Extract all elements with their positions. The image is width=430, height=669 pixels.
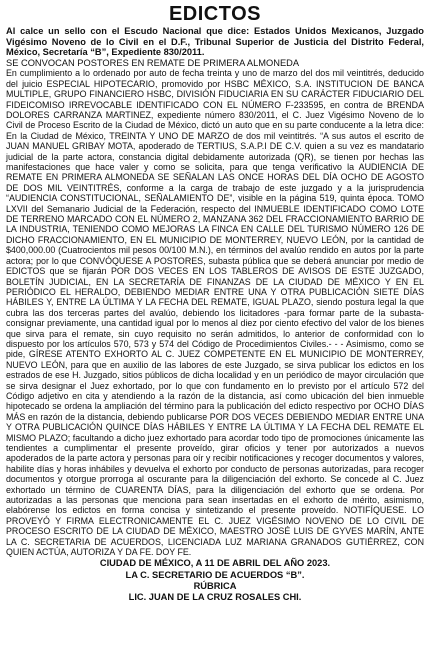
secretary-line: LA C. SECRETARIO DE ACUERDOS “B”.: [125, 569, 305, 580]
convocation-subheading: SE CONVOCAN POSTORES EN REMATE DE PRIMERA ALMONEDA: [6, 57, 300, 68]
date-line: CIUDAD DE MÉXICO, A 11 DE ABRIL DEL AÑO 2023.: [99, 558, 331, 569]
signature-line: RÚBRICA: [193, 580, 237, 591]
signer-name: LIC. JUAN DE LA CRUZ ROSALES CHI.: [128, 592, 302, 603]
closing-block: [6, 558, 424, 603]
edict-body: En cumplimiento a lo ordenado por auto de fecha treinta y uno de marzo del dos mil veintitrés, deducido del juicio ESPECIAL HIPOTECARIO, promovido por HSBC MÉXICO, S.A. INSTITUCION DE BANCA MULTIPLE, GRUPO FINANCIERO HSBC, DIVISIÓN FIDUCIARIA EN SU CARÁCTER FIDUCIARIO DEL FIDEICOMISO IRREVOCABLE IDENTIFICADO CON EL NÚMERO F-233595, en contra de BRENDA DOLORES CARRANZA MARTINEZ, expediente número 830/2011, el C. Juez Vigésimo Noveno de lo Civil de Proceso Escrito de la Ciudad de México, dictó un auto que en su parte conducente a la letra dice: En la Ciudad de México, TREINTA Y UNO DE MARZO de dos mil veintitrés. “A sus autos el escrito de JUAN MANUEL GRIBAY MOTA, apoderado de TERTIUS, S.A.P.I DE C.V. quien a su vez es mandatario judicial de la parte actora, constancia digital debidamente autorizada (QR), se tienen por hechas las manifestaciones que hace valer y como se solicita, para que tenga verificativo la AUDIENCIA DE REMATE EN PRIMERA ALMONEDA SE SEÑALAN LAS ONCE HORAS DEL DÍA OCHO DE AGOSTO DE DOS MIL VEINTITRÉS, conforme a la carga de trabajo de este juzgado y a la jurisprudencia “AUDIENCIA CONSTITUCIONAL, SEÑALAMIENTO DE”, visible en la página 519, quinta época. TOMO LXVII del Semanario Judicial de la Federación, respecto del INMUEBLE IDENTIFICADO COMO LOTE DE TERRENO MARCADO CON EL NÚMERO 2, MANZANA 362 DEL FRACCIONAMIENTO BARRIO DE LA INDUSTRIA, TENIENDO COMO MEJORAS LA FINCA EN CALLE DEL TURISMO NÚMERO 126 DE DICHO FRACCIONAMIENTO, EN EL MUNICIPIO DE MONTERREY, NUEVO LEÓN, por la cantidad de $400,000.00 (Cuatrocientos mil pesos 00/100 M.N.), en términos del avalúo rendido en autos por la parte actora; por lo que CONVÓQUESE A POSTORES, subasta pública que se deberá anunciar por medio de EDICTOS que se fijarán POR DOS VECES EN LOS TABLEROS DE AVISOS DE ESTE JUZGADO, BOLETÍN JUDICIAL, EN LA SECRETARÍA DE FINANZAS DE LA CIUDAD DE MÉXICO Y EN EL PERIÓDICO EL HERALDO, DEBIENDO MEDIAR ENTRE UNA Y OTRA PUBLICACIÓN SIETE DÍAS HÁBILES Y, ENTRE LA ÚLTIMA Y LA FECHA DEL REMATE, IGUAL PLAZO, siendo postura legal la que cubra las dos terceras partes del avalúo, debiendo los licitadores -para formar parte de la subasta- consignar previamente, una cantidad igual por lo menos al diez por ciento efectivo del valor de los bienes que sirva para el remate, sin cuyo requisito no serán admitidos, lo anterior de conformidad con lo dispuesto por los artículos 570, 573 y 574 del Código de Procedimientos Civiles.- - - Asimismo, como se pide, GÍRESE ATENTO EXHORTO AL C. JUEZ COMPETENTE EN EL MUNICIPIO DE MONTERREY, NUEVO LEÓN, para que en auxilio de las labores de este Juzgado, se sirva publicar los edictos en los estrados de ese H. Juzgado, sitios públicos de dicha localidad y en un periódico de mayor circulación que se sirva designar el Juez exhortado, por lo que con fundamento en lo previsto por el artículo 572 del Código adjetivo en cita y atendiendo a la razón de la distancia, así como ubicación del bien inmueble hipotecado se ordena la ampliación del término para la publicación del edicto respectivo por OCHO DÍAS MÁS en razón de la distancia, debiendo publicarse POR DOS VECES DEBIENDO MEDIAR ENTRE UNA Y OTRA PUBLICACIÓN QUINCE DÍAS HÁBILES Y ENTRE LA ÚLTIMA Y LA FECHA DEL REMATE EL MISMO PLAZO; facultando a dicho juez exhortado para acordar todo tipo de promociones únicamente las tendientes a cumplimentar el presente proveído, girar oficios y tener por autorizados a nuevos apoderados de la parte actora y personas para oír y recibir notificaciones y recoger documentos y valores, habilite días y horas inhábiles y devuelva el exhorto por conducto de personas autorizadas, para recoger documentos y otorgue prorroga al oscurante para la diligenciación del exhorto. Se concede al C. Juez exhortado un término de CUARENTA DÍAS, para la diligenciación del exhorto que se ordena. Por autorizadas a las personas que menciona para sean insertadas en el exhorto de mérito, asimismo, elabórense los edictos en forma concisa y sintetizando el presente proveído. NOTIFÍQUESE. LO PROVEYÓ Y FIRMA ELECTRONICAMENTE EL C. JUEZ VIGÉSIMO NOVENO DE LO CIVIL DE PROCESO ESCRITO DE LA CIUDAD DE MÉXICO, MAESTRO JOSÉ LUIS DE GYVES MARÍN, ANTE LA C. SECRETARIA DE ACUERDOS, LICENCIADA LUZ MARIANA GRANADOS GUTIÉRREZ, CON QUIEN ACTÚA, AUTORIZA Y DA FE. DOY FE.: [6, 68, 424, 558]
page-title: EDICTOS: [168, 3, 262, 25]
seal-heading: Al calce un sello con el Escudo Nacional que dice: Estados Unidos Mexicanos, Juzgado Vigésimo Noveno de lo Civil en el D.F., Tribunal Superior de Justicia del Distrito Federal, México, Secretaría “B”, Expediente 830/2011.: [6, 26, 424, 58]
